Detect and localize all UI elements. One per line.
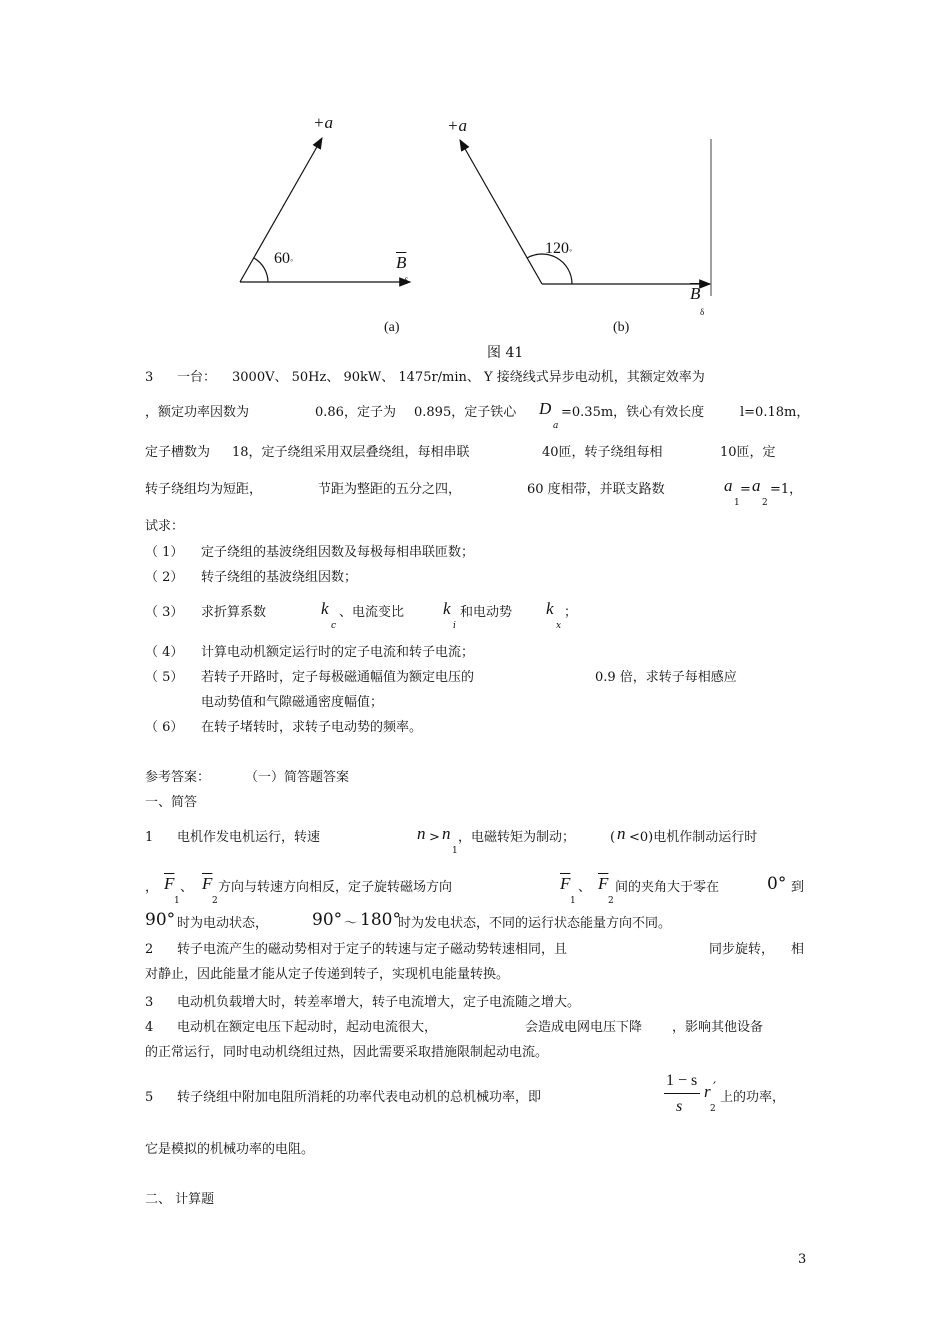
problem-line-3-d: 10匝，定 <box>720 445 776 460</box>
diagram-b-b-label: $\overline{B}$ <box>690 284 701 303</box>
answer-4-line-2: 的正常运行，同时电动机绕组过热，因此需要采取措施限制起动电流。 <box>145 1045 549 1060</box>
problem-line-4-a1-subscript: 1 <box>734 498 740 508</box>
problem-line-1-a: 一台： <box>177 370 217 385</box>
problem-line-1-b: 3000V、 50Hz、 90kW、 1475r/min、 Y 接绕线式异步电动机，其额定效率为 <box>232 370 705 385</box>
answer-1-F1-symbol: $\overline{F}$ <box>164 874 175 893</box>
question-3-number: （ 3） <box>145 605 184 620</box>
problem-line-2-a: ，额定功率因数为 <box>145 405 250 420</box>
fraction-denominator: s <box>676 1098 683 1115</box>
vector-diagrams <box>0 0 950 345</box>
answers-heading: 参考答案： <box>145 770 211 785</box>
answer-1-line-2-sep: 、 <box>180 880 194 895</box>
problem-line-3-b: 18，定子绕组采用双层叠绕组，每相串联 <box>232 445 470 460</box>
answer-1-line-2-sep2: 、 <box>578 880 592 895</box>
figure-caption: 图 41 <box>487 345 524 361</box>
problem-line-5: 试求： <box>145 519 185 534</box>
question-5-number: （ 5） <box>145 670 184 685</box>
answer-5-text-a: 转子绕组中附加电阻所消耗的功率代表电动机的总机械功率，即 <box>177 1090 542 1105</box>
question-6-text: 在转子堵转时，求转子电动势的频率。 <box>201 720 423 735</box>
answer-4-text-b: 会造成电网电压下降 <box>525 1020 643 1035</box>
answer-4-text-a: 电动机在额定电压下起动时，起动电流很大， <box>177 1020 438 1035</box>
answer-2-text-a: 转子电流产生的磁动势相对于定子的转速与定子磁动势转速相同，且 <box>177 942 568 957</box>
problem-line-4-a2-subscript: 2 <box>762 498 768 508</box>
question-5-text-a: 若转子开路时，定子每极磁通幅值为额定电压的 <box>201 670 475 685</box>
answer-1-line-2-b: 方向与转速方向相反，定子旋转磁场方向 <box>218 880 453 895</box>
problem-line-4-b: 节距为整距的五分之四， <box>318 482 462 497</box>
answer-5-line-2: 它是模拟的机械功率的电阻。 <box>145 1142 315 1157</box>
question-3-ki-subscript: i <box>453 621 456 631</box>
answer-1-text-b: ，电磁转矩为制动； <box>458 830 576 845</box>
fraction-numerator: 1 − s <box>666 1072 698 1089</box>
answer-2-text-c: 相 <box>791 942 805 957</box>
problem-line-2-e: l=0.18m， <box>740 405 810 420</box>
answer-1-text-d: <0)电机作制动运行时 <box>629 830 758 845</box>
problem-line-4-a: 转子绕组均为短距， <box>145 482 263 497</box>
answers-section-title: 一、简答 <box>145 795 198 810</box>
answer-1-gt: > <box>429 830 440 845</box>
question-3-text-c: 和电动势 <box>460 605 513 620</box>
answer-1-F2-subscript: 2 <box>212 896 218 906</box>
problem-line-3-c: 40匝，转子绕组每相 <box>542 445 663 460</box>
question-5-text-c: 电动势值和气隙磁通密度幅值； <box>201 695 384 710</box>
problem-line-2-b: 0.86，定子为 <box>315 405 396 420</box>
diagram-b-b-subscript: δ <box>700 307 705 317</box>
answer-5-r-prime: ′ <box>713 1080 717 1096</box>
question-3-kc-symbol: k <box>321 599 329 618</box>
answer-2-number: 2 <box>145 942 154 957</box>
answer-1-line-2-e: 到 <box>791 880 805 895</box>
question-1-number: （ 1） <box>145 545 184 560</box>
diagram-b-a-axis-vector <box>460 140 542 284</box>
answer-3-number: 3 <box>145 995 154 1010</box>
question-3-kx-symbol: k <box>546 599 554 618</box>
answer-1-F3-subscript: 1 <box>570 896 576 906</box>
diagram-a-angle-arc <box>254 258 268 282</box>
answer-1-text-a: 电机作发电机运行，转速 <box>177 830 321 845</box>
answer-1-line-3-e: 180° <box>360 910 401 930</box>
diagram-a-angle-label: 60◦ <box>274 250 294 267</box>
answer-1-line-2-c: 间的夹角大于零在 <box>615 880 720 895</box>
diagram-a-caption: (a) <box>384 320 400 335</box>
diagram-b-angle-label: 120◦ <box>545 240 573 257</box>
answers-subheading: （一）简答题答案 <box>245 770 350 785</box>
answers-calc-section-title: 二、 计算题 <box>145 1192 215 1207</box>
answer-5-r-subscript: 2 <box>710 1104 716 1114</box>
answer-1-line-2-a: ， <box>145 880 159 895</box>
answer-1-F3-symbol: $\overline{F}$ <box>560 874 571 893</box>
question-3-text-d: ； <box>564 605 578 620</box>
answer-1-number: 1 <box>145 830 154 845</box>
question-3-kc-subscript: c <box>331 621 337 631</box>
answer-1-F4-subscript: 2 <box>608 896 614 906</box>
diagram-a-axis-label: +a <box>313 113 333 132</box>
answer-1-n-symbol: n <box>417 824 426 843</box>
answer-1-line-3-f: 时为发电状态，不同的运行状态能量方向不同。 <box>398 916 672 931</box>
answer-1-text-c: ( <box>610 830 616 845</box>
answer-4-text-c: ，影响其他设备 <box>672 1020 764 1035</box>
answer-1-n2-symbol: n <box>617 824 626 843</box>
answer-5-number: 5 <box>145 1090 154 1105</box>
question-3-text-b: 、电流变比 <box>339 605 405 620</box>
answer-1-F1-subscript: 1 <box>174 896 180 906</box>
diagram-b-caption: (b) <box>613 320 630 335</box>
answer-1-line-2-d: 0° <box>767 874 787 894</box>
diagram-b-axis-label: +a <box>447 116 467 135</box>
problem-line-4-a2-symbol: a <box>752 476 761 495</box>
diagram-a-b-subscript: δ <box>404 276 409 286</box>
answer-1-F4-symbol: $\overline{F}$ <box>598 874 609 893</box>
answer-2-text-b: 同步旋转， <box>709 942 775 957</box>
question-3-kx-subscript: x <box>556 621 562 631</box>
problem-line-2-diameter-symbol: D <box>539 399 552 418</box>
problem-number: 3 <box>145 370 154 385</box>
diagram-b <box>460 139 711 296</box>
question-1-text: 定子绕组的基波绕组因数及每极每相串联匝数； <box>201 545 475 560</box>
problem-line-4-a1-symbol: a <box>724 476 733 495</box>
problem-line-3-a: 定子槽数为 <box>145 445 211 460</box>
answer-1-line-3-c: 90° <box>312 910 343 930</box>
answer-1-n1-symbol: n <box>442 824 451 843</box>
question-3-ki-symbol: k <box>443 599 451 618</box>
diagram-a-b-label: $\overline{B}$ <box>396 253 407 272</box>
question-2-number: （ 2） <box>145 570 184 585</box>
problem-line-2-diameter-subscript: a <box>553 421 559 431</box>
problem-line-2-c: 0.895，定子铁心 <box>414 405 517 420</box>
problem-line-4-equals: = <box>740 482 751 497</box>
question-5-text-b: 0.9 倍，求转子每相感应 <box>595 670 737 685</box>
page-number: 3 <box>798 1252 807 1267</box>
diagram-a <box>240 138 410 282</box>
question-3-text-a: 求折算系数 <box>201 605 267 620</box>
answer-1-F2-symbol: $\overline{F}$ <box>202 874 213 893</box>
fraction-bar <box>664 1093 700 1094</box>
answer-4-number: 4 <box>145 1020 154 1035</box>
answer-1-line-3-a: 90° <box>145 910 176 930</box>
problem-line-4-e: =1， <box>770 482 803 497</box>
problem-line-4-c: 60 度相带，并联支路数 <box>527 482 665 497</box>
answer-3-text: 电动机负载增大时，转差率增大，转子电流增大，定子电流随之增大。 <box>177 995 581 1010</box>
answer-1-line-3-b: 时为电动状态， <box>177 916 269 931</box>
answer-2-line-2: 对静止，因此能量才能从定子传递到转子，实现机电能量转换。 <box>145 967 510 982</box>
answer-5-text-b: 上的功率， <box>720 1090 786 1105</box>
answer-1-n1-subscript: 1 <box>452 846 458 856</box>
question-4-text: 计算电动机额定运行时的定子电流和转子电流； <box>201 645 475 660</box>
question-2-text: 转子绕组的基波绕组因数； <box>201 570 358 585</box>
question-4-number: （ 4） <box>145 645 184 660</box>
answer-5-r-symbol: r <box>704 1082 711 1101</box>
question-6-number: （ 6） <box>145 720 184 735</box>
answer-1-line-3-d: ～ <box>344 916 358 931</box>
problem-line-2-d: =0.35m，铁心有效长度 <box>561 405 705 420</box>
